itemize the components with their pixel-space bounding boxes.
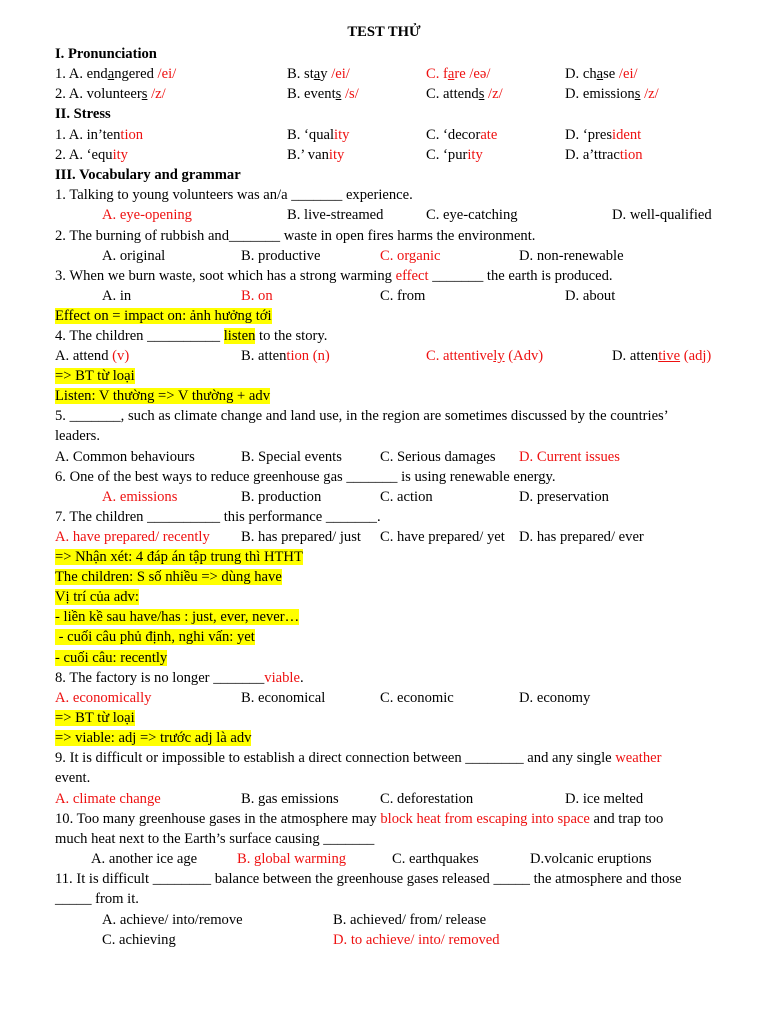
- q8-option-c: C. economic: [380, 690, 454, 706]
- stress-q1-b: B. ‘quality: [287, 127, 350, 143]
- q5-option-a: A. Common behaviours: [55, 449, 195, 465]
- stress-q1-c: C. ‘decorate: [426, 127, 498, 143]
- page-title: TEST THỬ: [347, 24, 421, 40]
- q11-option-b: B. achieved/ from/ release: [333, 912, 487, 928]
- q2-option-a: A. original: [102, 248, 166, 264]
- pron-q2-c: C. attends /z/: [426, 86, 503, 102]
- q11-stem-line2: _____ from it.: [55, 891, 139, 907]
- q8-option-d: D. economy: [519, 690, 591, 706]
- stress-q2-b: B.’ vanity: [287, 147, 345, 163]
- pron-q2-d: D. emissions /z/: [565, 86, 659, 102]
- section-heading-pronunciation: I. Pronunciation: [55, 46, 157, 62]
- q9-option-d: D. ice melted: [565, 791, 644, 807]
- q11-stem-line1: 11. It is difficult ________ balance between the greenhouse gases released _____ the atmosphere and those: [55, 871, 682, 887]
- q10-stem-line1: 10. Too many greenhouse gases in the atmosphere may block heat from escaping into space and trap too: [55, 811, 664, 827]
- q1-option-d: D. well-qualified: [612, 207, 712, 223]
- pron-q1-c: C. fare /eə/: [426, 66, 491, 82]
- q1-option-c: C. eye-catching: [426, 207, 518, 223]
- q7-note-4: - liền kề sau have/has : just, ever, never…: [55, 609, 300, 625]
- pron-q1-d: D. chase /ei/: [565, 66, 638, 82]
- q9-stem-line1: 9. It is difficult or impossible to establish a direct connection between ________ and any single weather: [55, 750, 662, 766]
- pron-q2-a: 2. A. volunteers /z/: [55, 86, 166, 102]
- q7-option-c: C. have prepared/ yet: [380, 529, 505, 545]
- q2-stem: 2. The burning of rubbish and_______ waste in open fires harms the environment.: [55, 228, 536, 244]
- q4-option-c: C. attentively (Adv): [426, 348, 544, 364]
- q3-option-c: C. from: [380, 288, 426, 304]
- stress-q1-d: D. ‘president: [565, 127, 642, 143]
- q8-option-b: B. economical: [241, 690, 326, 706]
- q8-option-a: A. economically: [55, 690, 152, 706]
- q2-option-b: B. productive: [241, 248, 321, 264]
- q10-option-c: C. earthquakes: [392, 851, 479, 867]
- stress-q1-a: 1. A. in’tention: [55, 127, 144, 143]
- q10-option-a: A. another ice age: [91, 851, 198, 867]
- q9-option-b: B. gas emissions: [241, 791, 339, 807]
- q11-option-d: D. to achieve/ into/ removed: [333, 932, 500, 948]
- q7-option-b: B. has prepared/ just: [241, 529, 361, 545]
- q5-stem-line2: leaders.: [55, 428, 100, 444]
- q8-note-1: => BT từ loại: [55, 710, 135, 726]
- q7-option-a: A. have prepared/ recently: [55, 529, 210, 545]
- q3-option-a: A. in: [102, 288, 132, 304]
- pron-q1-a: 1. A. endangered /ei/: [55, 66, 177, 82]
- q7-note-6: - cuối câu: recently: [55, 650, 168, 666]
- q10-option-d: D.volcanic eruptions: [530, 851, 652, 867]
- q10-stem-line2: much heat next to the Earth’s surface causing _______: [55, 831, 375, 847]
- q1-option-b: B. live-streamed: [287, 207, 384, 223]
- stress-q2-c: C. ‘purity: [426, 147, 483, 163]
- q7-note-2: The children: S số nhiều => dùng have: [55, 569, 282, 585]
- q9-option-a: A. climate change: [55, 791, 161, 807]
- q2-option-c: C. organic: [380, 248, 441, 264]
- stress-q2-d: D. a’ttraction: [565, 147, 643, 163]
- pron-q2-b: B. events /s/: [287, 86, 359, 102]
- q6-stem: 6. One of the best ways to reduce greenhouse gas _______ is using renewable energy.: [55, 469, 556, 485]
- q4-option-b: B. attention (n): [241, 348, 330, 364]
- stress-q2-a: 2. A. ‘equity: [55, 147, 128, 163]
- q8-stem: 8. The factory is no longer _______viable.: [55, 670, 304, 686]
- q5-stem-line1: 5. _______, such as climate change and land use, in the region are sometimes discussed by the countries’: [55, 408, 669, 424]
- q5-option-c: C. Serious damages: [380, 449, 496, 465]
- q3-note: Effect on = impact on: ảnh hưởng tới: [55, 308, 272, 324]
- q9-option-c: C. deforestation: [380, 791, 474, 807]
- q3-option-d: D. about: [565, 288, 616, 304]
- q7-note-3: Vị trí của adv:: [55, 589, 139, 605]
- q4-stem: 4. The children __________ listen to the story.: [55, 328, 328, 344]
- q10-option-b: B. global warming: [237, 851, 347, 867]
- q11-option-a: A. achieve/ into/remove: [102, 912, 243, 928]
- q9-stem-line2: event.: [55, 770, 91, 786]
- q6-option-d: D. preservation: [519, 489, 609, 505]
- q8-note-2: => viable: adj => trước adj là adv: [55, 730, 252, 746]
- q6-option-c: C. action: [380, 489, 433, 505]
- section-heading-vocab-grammar: III. Vocabulary and grammar: [55, 167, 241, 183]
- pron-q1-b: B. stay /ei/: [287, 66, 350, 82]
- q5-option-b: B. Special events: [241, 449, 342, 465]
- q5-option-d: D. Current issues: [519, 449, 620, 465]
- q1-option-a: A. eye-opening: [102, 207, 192, 223]
- q4-note-1: => BT từ loại: [55, 368, 135, 384]
- q11-option-c: C. achieving: [102, 932, 176, 948]
- q2-option-d: D. non-renewable: [519, 248, 624, 264]
- section-heading-stress: II. Stress: [55, 106, 111, 122]
- q6-option-b: B. production: [241, 489, 322, 505]
- q7-note-5: - cuối câu phủ định, nghi vấn: yet: [55, 629, 255, 645]
- q6-option-a: A. emissions: [102, 489, 178, 505]
- q4-note-2: Listen: V thường => V thường + adv: [55, 388, 271, 404]
- q3-stem: 3. When we burn waste, soot which has a strong warming effect _______ the earth is produced.: [55, 268, 613, 284]
- q1-stem: 1. Talking to young volunteers was an/a _______ experience.: [55, 187, 413, 203]
- q7-option-d: D. has prepared/ ever: [519, 529, 644, 545]
- q4-option-a: A. attend (v): [55, 348, 130, 364]
- q7-stem: 7. The children __________ this performance _______.: [55, 509, 381, 525]
- q7-note-1: => Nhận xét: 4 đáp án tập trung thì HTHT: [55, 549, 303, 565]
- q4-option-d: D. attentive (adj): [612, 348, 712, 364]
- q3-option-b: B. on: [241, 288, 273, 304]
